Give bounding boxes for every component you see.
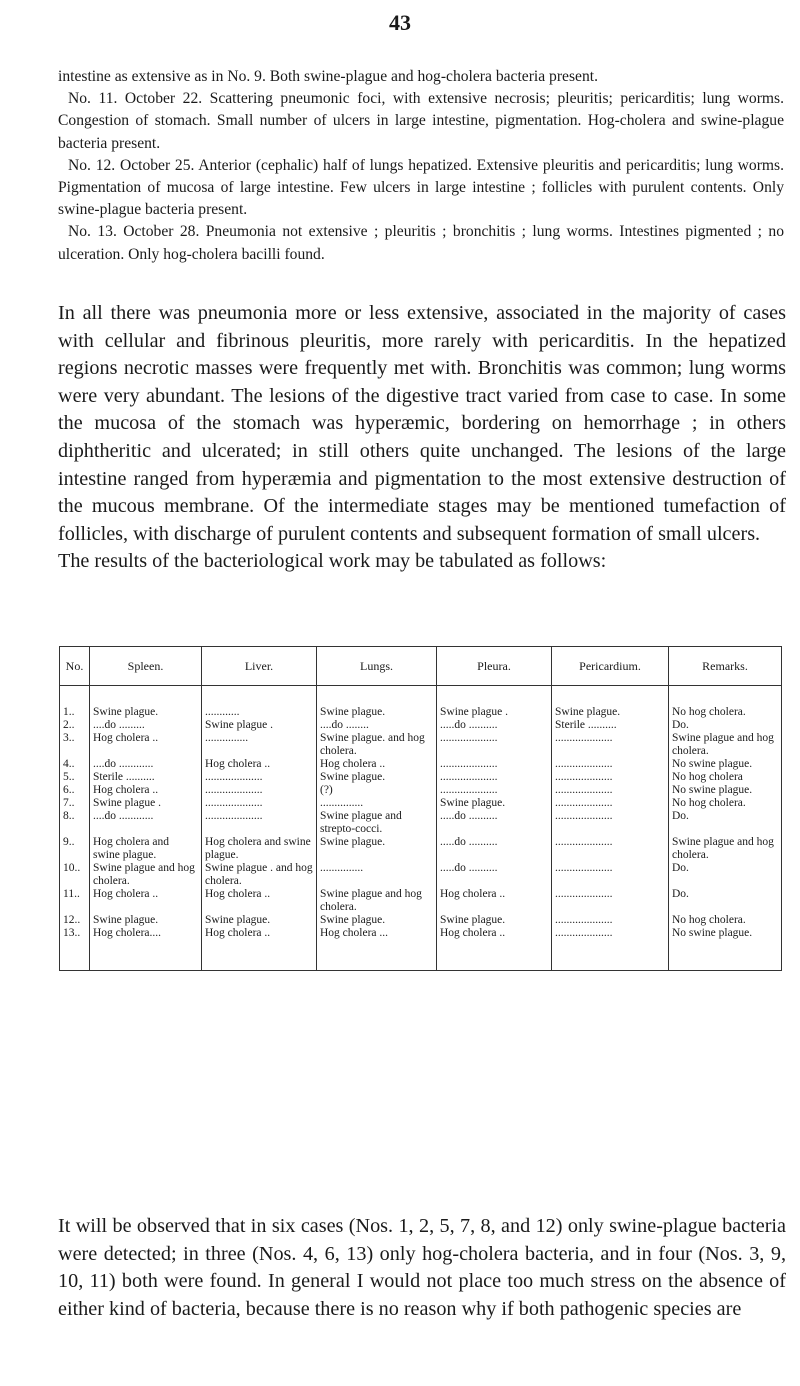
table-cell: Hog cholera and swine plague. (90, 836, 202, 862)
table-cell: Swine plague. (552, 686, 669, 720)
table-cell: Hog cholera and swine plague. (202, 836, 317, 862)
table-cell: Hog cholera .. (90, 888, 202, 914)
table-cell: ....do ............ (90, 758, 202, 771)
table-cell: No swine plague. (669, 784, 782, 797)
table-cell: Swine plague and hog cholera. (317, 888, 437, 914)
table-cell: .................... (552, 888, 669, 914)
table-cell: .....do .......... (437, 862, 552, 888)
table-cell: .................... (437, 758, 552, 771)
table-cell: Swine plague. (437, 797, 552, 810)
table-row (60, 810, 782, 836)
case-note: No. 11. October 22. Scattering pneumonic foci, with extensive necrosis; pleuritis; pericarditis; lung worms. Congestion of stomach. Small number of ulcers in large intestine, pigmentation. Hog-cholera and swine-plague bacteria present. (58, 90, 784, 152)
table-cell: Hog cholera .. (202, 758, 317, 771)
table-cell: Do. (669, 862, 782, 888)
table-cell: .................... (552, 862, 669, 888)
table-cell: Swine plague. (317, 836, 437, 862)
table-cell: Hog cholera .. (437, 927, 552, 971)
table-cell: ....do ............ (90, 810, 202, 836)
conclusion-text (58, 1213, 786, 1323)
table-cell: Do. (669, 810, 782, 836)
table-cell: Swine plague . (90, 797, 202, 810)
table-cell: 1.. (60, 686, 90, 720)
table-cell: ............... (317, 797, 437, 810)
table-row (60, 862, 782, 888)
table-cell: Swine plague and hog cholera. (90, 862, 202, 888)
table-cell: Swine plague and hog cholera. (669, 836, 782, 862)
table-cell: No hog cholera. (669, 686, 782, 720)
conclusion-paragraph: It will be observed that in six cases (Nos. 1, 2, 5, 7, 8, and 12) only swine-plague bacteria were detected; in three (Nos. 4, 6, 13) only hog-cholera bacteria, and in four (Nos. 3, 9, 10, 11) both were found. In general I would not place too much stress on the absence of either kind of bacteria, because there is no reason why if both pathogenic species are (58, 1215, 786, 1320)
table-cell: No hog cholera. (669, 797, 782, 810)
table-cell: .................... (552, 784, 669, 797)
page-number: 43 (389, 10, 411, 35)
table-cell: ....do ......... (90, 719, 202, 732)
table-row (60, 836, 782, 862)
table-row (60, 784, 782, 797)
case-note: No. 13. October 28. Pneumonia not extensive ; pleuritis ; bronchitis ; lung worms. Intestines pigmented ; no ulceration. Only hog-cholera bacilli found. (58, 223, 784, 263)
table-cell: Swine plague. (90, 686, 202, 720)
table-cell: .................... (552, 758, 669, 771)
table-cell: .................... (202, 810, 317, 836)
table-cell: 12.. (60, 914, 90, 927)
table-row (60, 888, 782, 914)
table-cell: Hog cholera .. (317, 758, 437, 771)
table-cell: Hog cholera .. (202, 927, 317, 971)
table-cell: Swine plague . (202, 719, 317, 732)
case-notes (58, 66, 784, 266)
table-row (60, 719, 782, 732)
table-cell: Swine plague. (317, 686, 437, 720)
table-cell: 2.. (60, 719, 90, 732)
table-cell: .................... (552, 797, 669, 810)
summary-paragraph: In all there was pneumonia more or less extensive, associated in the majority of cases with cellular and fibrinous pleuritis, more rarely with pericarditis. In the hepatized regions necrotic masses were frequently met with. Bronchitis was common; lung worms were very abundant. The lesions of the digestive tract varied from case to case. In some the mucosa of the stomach was hyperæmic, bordering on hemorrhage ; in others diphtheritic and ulcerated; in still others quite unchanged. The lesions of the large intestine ranged from hyperæmia and pigmentation to the most extensive destruction of the mucous membrane. Of the intermediate stages may be mentioned tumefaction of follicles, with discharge of purulent contents and subsequent formation of small ulcers. (58, 302, 786, 545)
table-cell: Hog cholera.... (90, 927, 202, 971)
table-cell: No hog cholera (669, 771, 782, 784)
table-cell: 13.. (60, 927, 90, 971)
table-row (60, 686, 782, 720)
table-cell: 7.. (60, 797, 90, 810)
table-cell: Hog cholera .. (437, 888, 552, 914)
table-cell: .................... (552, 771, 669, 784)
table-cell: 6.. (60, 784, 90, 797)
table-row (60, 758, 782, 771)
header-pericardium: Pericardium. (552, 647, 669, 686)
table-cell: Swine plague and hog cholera. (669, 732, 782, 758)
header-lungs: Lungs. (317, 647, 437, 686)
table-cell: Hog cholera .. (90, 784, 202, 797)
table-cell: 8.. (60, 810, 90, 836)
table-cell: .................... (437, 784, 552, 797)
table-cell: No swine plague. (669, 758, 782, 771)
table-cell: 5.. (60, 771, 90, 784)
table-cell: Do. (669, 888, 782, 914)
table-cell: .................... (552, 836, 669, 862)
table-cell: .................... (202, 771, 317, 784)
table-cell: .................... (202, 797, 317, 810)
table-cell: ............... (317, 862, 437, 888)
table-cell: Swine plague. (437, 914, 552, 927)
table-cell: Sterile .......... (552, 719, 669, 732)
table-row (60, 927, 782, 971)
table-body (60, 686, 782, 971)
table-cell: Swine plague. (90, 914, 202, 927)
table-cell: 3.. (60, 732, 90, 758)
header-liver: Liver. (202, 647, 317, 686)
results-table-container (59, 646, 781, 971)
summary-text (58, 300, 786, 576)
table-row (60, 797, 782, 810)
table-cell: ....do ........ (317, 719, 437, 732)
case-note: intestine as extensive as in No. 9. Both swine-plague and hog-cholera bacteria present. (58, 68, 598, 85)
table-cell: 10.. (60, 862, 90, 888)
table-cell: .................... (552, 927, 669, 971)
table-row (60, 914, 782, 927)
table-cell: .....do .......... (437, 719, 552, 732)
header-pleura: Pleura. (437, 647, 552, 686)
table-cell: Hog cholera ... (317, 927, 437, 971)
table-cell: .................... (552, 732, 669, 758)
table-cell: Hog cholera .. (90, 732, 202, 758)
table-cell: 4.. (60, 758, 90, 771)
table-cell: .................... (437, 771, 552, 784)
table-cell: No hog cholera. (669, 914, 782, 927)
table-cell: .................... (202, 784, 317, 797)
table-cell: ............... (202, 732, 317, 758)
table-cell: 11.. (60, 888, 90, 914)
table-cell: .....do .......... (437, 836, 552, 862)
table-cell: Swine plague. (317, 914, 437, 927)
table-cell: Hog cholera .. (202, 888, 317, 914)
header-spleen: Spleen. (90, 647, 202, 686)
table-cell: Do. (669, 719, 782, 732)
table-cell: Swine plague . (437, 686, 552, 720)
table-cell: .................... (552, 810, 669, 836)
bacteriology-results-table (59, 646, 782, 971)
table-cell: Swine plague and strepto-cocci. (317, 810, 437, 836)
table-cell: .................... (437, 732, 552, 758)
header-remarks: Remarks. (669, 647, 782, 686)
table-header-row (60, 647, 782, 686)
table-cell: .................... (552, 914, 669, 927)
summary-paragraph: The results of the bacteriological work may be tabulated as follows: (58, 550, 607, 573)
table-cell: Swine plague . and hog cholera. (202, 862, 317, 888)
case-note: No. 12. October 25. Anterior (cephalic) half of lungs hepatized. Extensive pleuritis and pericarditis; lung worms. Pigmentation of mucosa of large intestine. Few ulcers in large intestine ; follicles with purulent contents. Only swine-plague bacteria present. (58, 156, 784, 219)
table-cell: Swine plague. and hog cholera. (317, 732, 437, 758)
table-cell: 9.. (60, 836, 90, 862)
table-cell: Swine plague. (317, 771, 437, 784)
table-cell: No swine plague. (669, 927, 782, 971)
table-cell: ............ (202, 686, 317, 720)
table-cell: .....do .......... (437, 810, 552, 836)
table-row (60, 771, 782, 784)
table-row (60, 732, 782, 758)
table-cell: Swine plague. (202, 914, 317, 927)
table-cell: (?) (317, 784, 437, 797)
table-cell: Sterile .......... (90, 771, 202, 784)
header-no: No. (60, 647, 90, 686)
